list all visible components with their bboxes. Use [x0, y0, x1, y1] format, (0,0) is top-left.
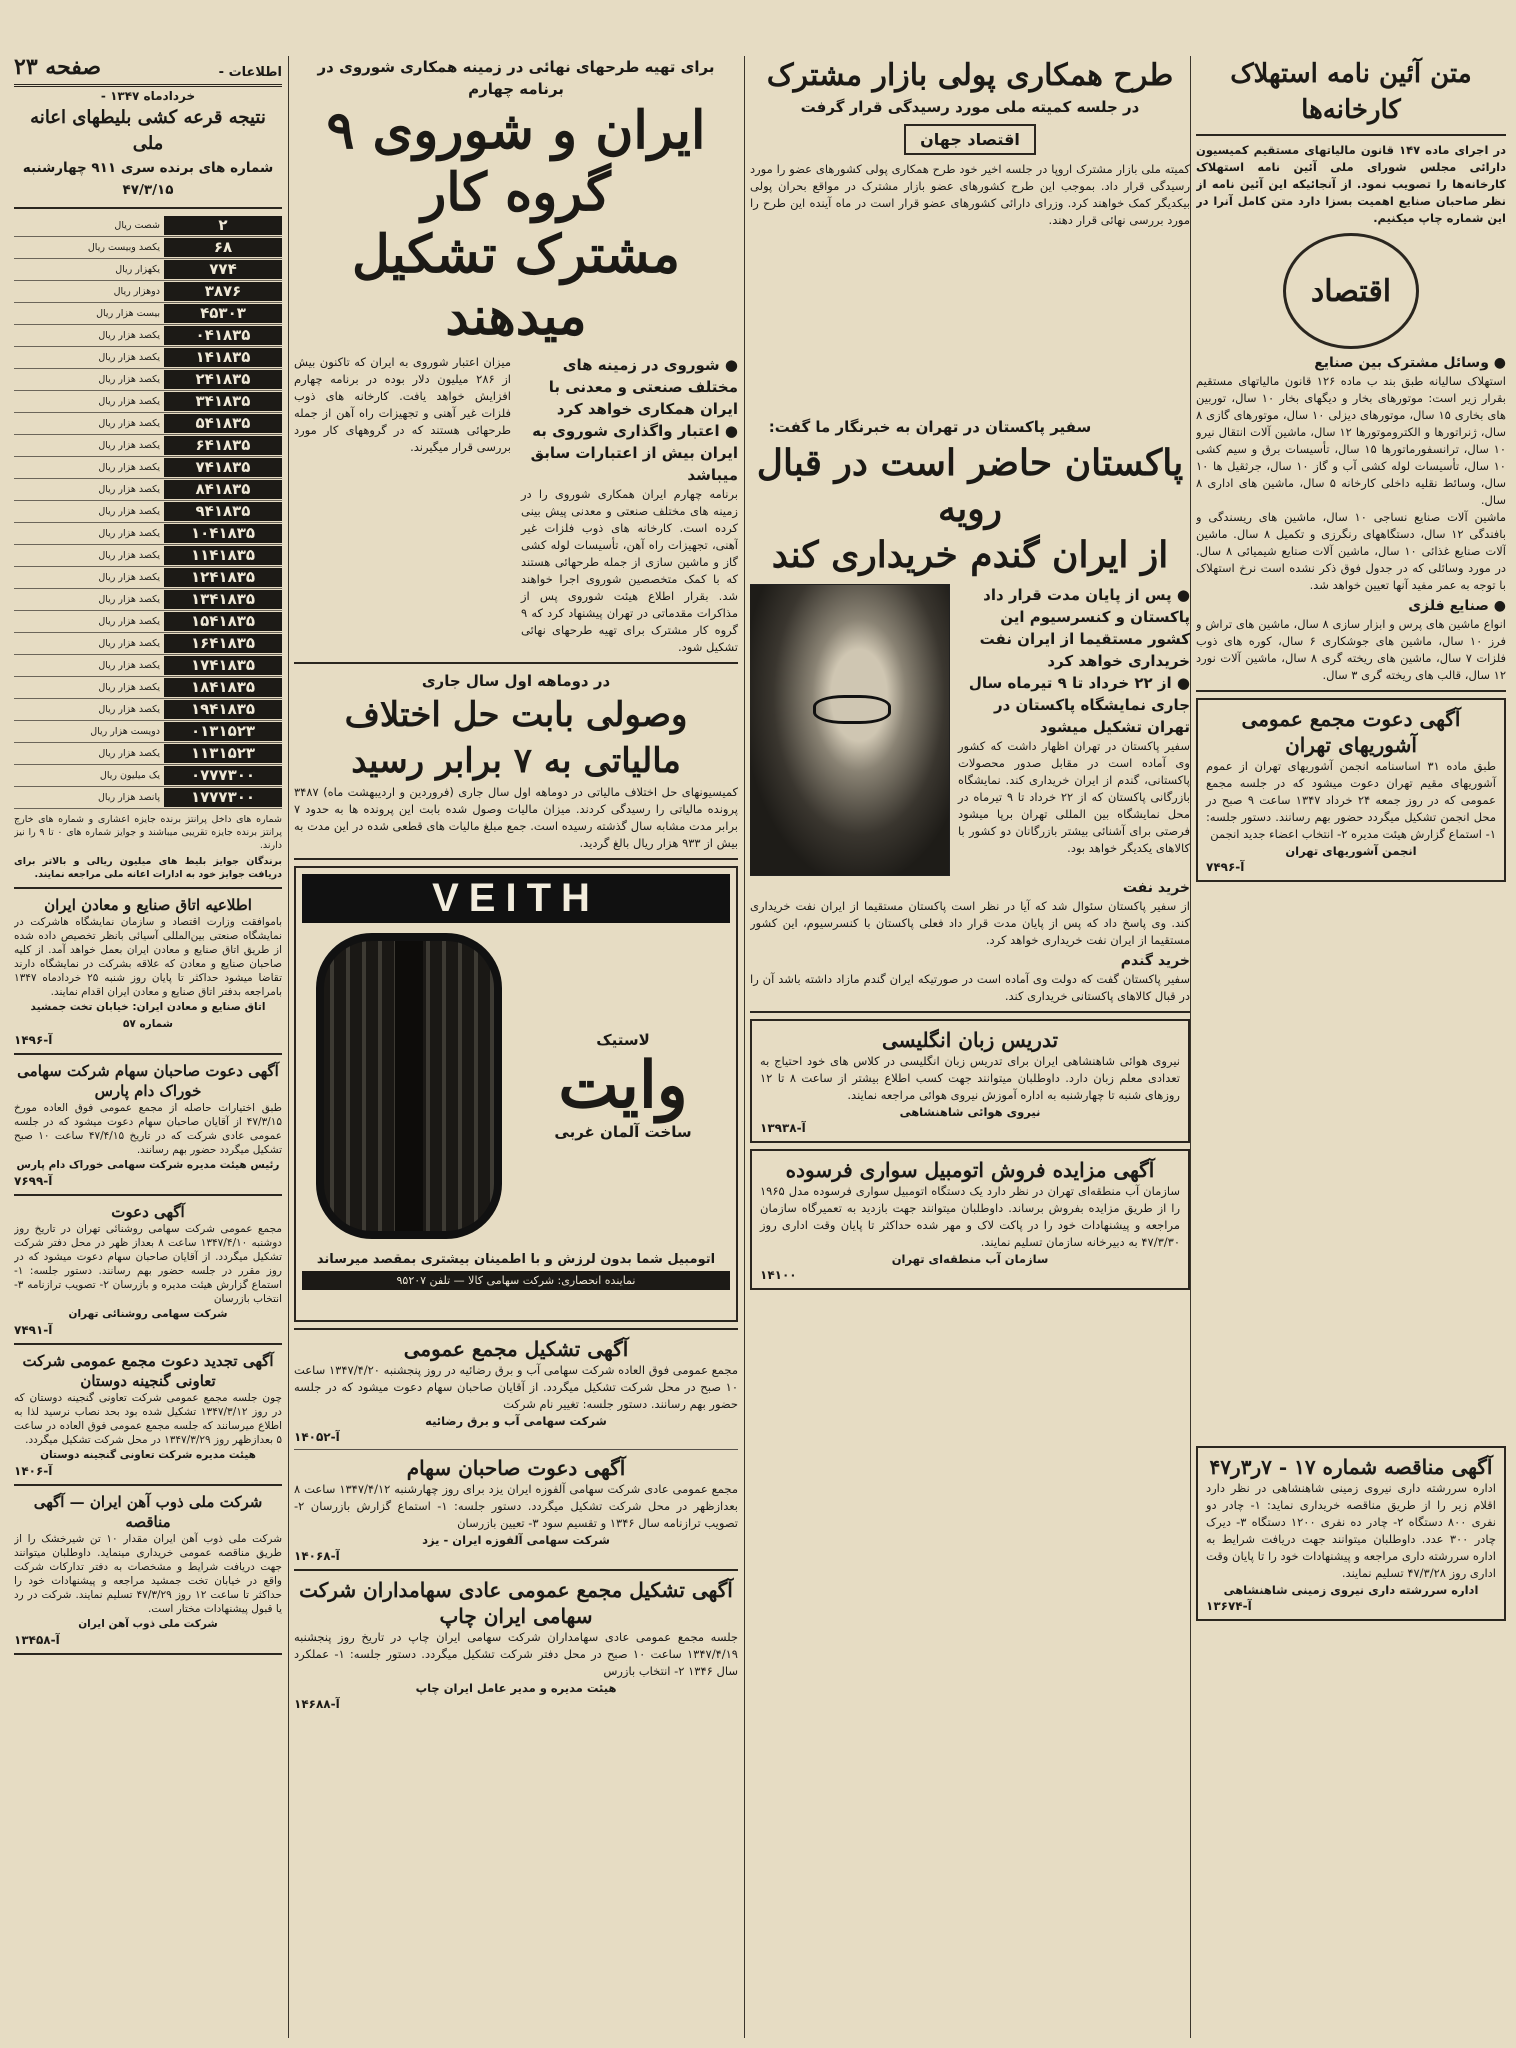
ccm-title: طرح همکاری پولی بازار مشترک: [766, 58, 1174, 93]
pakistan-kicker: سفیر پاکستان در تهران به خبرنگار ما گفت:: [768, 418, 1092, 436]
lottery-number: ۱۶۴۱۸۳۵: [164, 634, 282, 653]
lottery-prize: یکهزار ریال: [115, 264, 160, 275]
pakistan-bullet-1: ● پس از پایان مدت قرار داد پاکستان و کنسرسیوم این کشور مستقیما از ایران نفت خریداری خواهد کرد: [979, 586, 1190, 670]
veith-dealer: نماینده انحصاری: شرکت سهامی کالا — تلفن ۹۵۲۰۷: [302, 1271, 730, 1290]
lottery-prize: یکصد هزار ریال: [98, 528, 160, 539]
lottery-prize: شصت ریال: [114, 220, 160, 231]
lottery-row: [14, 457, 282, 479]
pakistan-story: [750, 440, 1190, 1296]
lottery-row: [14, 259, 282, 281]
notice-body: چون جلسه مجمع عمومی شرکت تعاونی گنجینه دوستان که در روز ۱۳۴۷/۳/۱۲ تشکیل شده بود بحد نصاب نرسید لذا به اطلاع میرسانند که جلسه مجمع عمومی فوق العاده در ساعت ۵ بعدازظهر روز ۱۳۴۷/۳/۲۹ در محل شرکت تشکیل میگردد.: [14, 1392, 282, 1446]
lottery-row: [14, 325, 282, 347]
lottery-prize: دویست هزار ریال: [90, 726, 160, 737]
lottery-prize: یکصد هزار ریال: [98, 484, 160, 495]
lottery-row: [14, 611, 282, 633]
notice-shareholders-title: آگهی دعوت صاحبان سهام: [406, 1456, 626, 1480]
lottery-prize: یکصد هزار ریال: [98, 440, 160, 451]
ad-code: آ-۱۴۶۸۸: [294, 1697, 340, 1711]
notice-footer: رئیس هیئت مدیره شرکت سهامی خوراک دام پارس: [16, 1159, 280, 1171]
pakistan-bullet-2: ● از ۲۲ خرداد تا ۹ تیرماه سال جاری نمایشگاه پاکستان در تهران تشکیل میشود: [968, 674, 1190, 736]
lottery-number: ۱۷۴۱۸۳۵: [164, 656, 282, 675]
eghtesad-logo: [1283, 233, 1419, 349]
center-left-column: [294, 56, 738, 1711]
lottery-title: نتیجه قرعه کشی بلیطهای اعانه ملی: [30, 107, 266, 154]
lottery-number: ۶۸: [164, 238, 282, 257]
lottery-row: [14, 413, 282, 435]
notice-footer: هیئت مدیره شرکت تعاونی گنجینه دوستان: [40, 1449, 256, 1461]
ccm-story: [1196, 1440, 1506, 1627]
notice-general-assembly-body: مجمع عمومی فوق العاده شرکت سهامی آب و برق رضائیه در روز پنجشنبه ۱۳۴۷/۴/۲۰ ساعت ۱۰ صبح در محل شرکت تشکیل میگردد. از آقایان صاحبان سهام دعوت میشود که در جلسه حضور بهم رسانند. دستور جلسه: تغییر نام شرکت: [294, 1363, 738, 1411]
lottery-prize: یکصد هزار ریال: [98, 506, 160, 517]
notice: [14, 1202, 282, 1345]
lottery-prize: پانصد هزار ریال: [98, 792, 160, 803]
lottery-prize: یکصد هزار ریال: [98, 616, 160, 627]
lottery-row: [14, 655, 282, 677]
veith-maker: ساخت آلمان غربی: [554, 1123, 692, 1141]
notice-title: آگهی دعوت صاحبان سهام شرکت سهامی خوراک دام پارس: [17, 1062, 279, 1100]
lottery-prize: یکصد هزار ریال: [98, 682, 160, 693]
lottery-prize: یکصد هزار ریال: [98, 418, 160, 429]
lottery-row: [14, 347, 282, 369]
lottery-prize: یکصد هزار ریال: [98, 330, 160, 341]
lottery-number: ۸۴۱۸۳۵: [164, 480, 282, 499]
lottery-number: ۱۸۴۱۸۳۵: [164, 678, 282, 697]
lottery-row: [14, 523, 282, 545]
lottery-row: [14, 787, 282, 809]
masthead: [14, 54, 282, 87]
lottery-number: ۰۱۳۱۵۲۳: [164, 722, 282, 741]
veith-tire-ad: [294, 866, 738, 1322]
lottery-number: ۰۴۱۸۳۵: [164, 326, 282, 345]
common-equipment-heading: ● وسائل مشترک بین صنایع: [1314, 355, 1506, 371]
metal-industries-heading: ● صنایع فلزی: [1408, 598, 1506, 614]
notice-shareholders-footer: شرکت سهامی آلفوزه ایران - یزد: [422, 1533, 610, 1547]
issue-date: خردادماه ۱۳۴۷ -: [100, 89, 196, 103]
ad-code: آ-۷۴۹۶: [1206, 860, 1245, 874]
lottery-number: ۲۴۱۸۳۵: [164, 370, 282, 389]
lottery-prize: یکصد هزار ریال: [98, 352, 160, 363]
lottery-row: [14, 765, 282, 787]
soviet-bullet-1: ● شوروی در زمینه های مختلف صنعتی و معدنی با ایران همکاری خواهد کرد: [548, 356, 738, 418]
lottery-prize: یک میلیون ریال: [99, 770, 160, 781]
lottery-row: [14, 215, 282, 237]
veith-brand: VEITH: [302, 874, 730, 923]
lottery-row: [14, 281, 282, 303]
lottery-row: [14, 369, 282, 391]
lottery-number: ۲: [164, 216, 282, 235]
notice-footer: شرکت سهامی روشنائی تهران: [68, 1308, 228, 1320]
notice-body: مجمع عمومی شرکت سهامی روشنائی تهران در تاریخ روز دوشنبه ۱۳۴۷/۴/۱۰ ساعت ۸ بعداز ظهر در محل دفتر شرکت تشکیل میگردد. از آقایان صاحبان سهام دعوت میشود که در روز مقرر در جلسه حضور بهم رسانند. دستور جلسه: ۱- استماع گزارش هیئت مدیره و بازرسان ۲- تصویب ترازنامه ۳- انتخاب بازرسان: [14, 1223, 282, 1305]
veith-tagline: لاستیک: [596, 1031, 650, 1049]
ad-code: آ-۱۴۰۶: [14, 1464, 53, 1478]
eghtesad-jahan-logo: اقتصاد جهان: [904, 124, 1036, 155]
veith-slogan: اتومبیل شما بدون لرزش و با اطمینان بیشتری بمقصد میرساند: [316, 1252, 716, 1267]
tender-title: آگهی مناقصه شماره ۱۷ - ۷ر۳ر۴۷: [1209, 1455, 1493, 1479]
lottery-prize: یکصد هزار ریال: [98, 462, 160, 473]
lottery-table: [14, 215, 282, 809]
soviet-headline-1: ایران و شوروی ۹ گروه کار: [326, 100, 706, 223]
lottery-number: ۷۷۴: [164, 260, 282, 279]
soviet-body: برنامه چهارم ایران همکاری شوروی را در زمینه های مختلف صنعتی و معدنی پیش بینی کرده است. کارخانه های ذوب فلزات غیر آهنی، تجهیزات راه آهن، تأسیسات لوله کشی گاز و ماشین سازی از جمله طرحهائی هستند که با کمک متخصصین شوروی اجرا خواهند شد. بقرار اطلاع هیئت شوروی پس از مذاکرات مقدماتی در تهران پیشنهاد کرد که ۹ گروه کار مشترک برای تهیه طرحهای نهائی تشکیل شود.: [521, 487, 738, 654]
tax-kicker: در دوماهه اول سال جاری: [421, 672, 611, 690]
ad-code: آ-۷۶۹۹: [14, 1174, 53, 1188]
lottery-number: ۱۰۴۱۸۳۵: [164, 524, 282, 543]
lottery-prize: یکصد هزار ریال: [98, 594, 160, 605]
lottery-row: [14, 545, 282, 567]
tender-footer: اداره سررشته داری نیروی زمینی شاهنشاهی: [1223, 1583, 1479, 1597]
lottery-number: ۷۴۱۸۳۵: [164, 458, 282, 477]
lottery-number: ۱۵۴۱۸۳۵: [164, 612, 282, 631]
ad-code: آ-۱۳۶۷۴: [1206, 1599, 1252, 1613]
notice-title: شرکت ملی ذوب آهن ایران — آگهی مناقصه: [33, 1493, 263, 1531]
notice: [14, 1492, 282, 1655]
notice-general-assembly-title: آگهی تشکیل مجمع عمومی: [403, 1337, 629, 1361]
lottery-row: [14, 501, 282, 523]
right-column: [1196, 56, 1506, 888]
car-auction-body: سازمان آب منطقه‌ای تهران در نظر دارد یک دستگاه اتومبیل سواری فرسوده مدل ۱۹۶۵ را از طریق مزایده بفروش برساند. داوطلبان میتوانند جهت بازدید به تعمیرگاه سازمان مراجعه و پیشنهادات خود را در پاکت لاک و مهر شده حداکثر تا پایان وقت اداری روز ۴۷/۳/۳۰ به دبیرخانه سازمان تسلیم نمایند.: [760, 1184, 1180, 1249]
lottery-row: [14, 699, 282, 721]
english-teaching-body: نیروی هوائی شاهنشاهی ایران برای تدریس زبان انگلیسی در کلاس های خود احتیاج به تعدادی معلم زبان دارد. داوطلبان میتوانند جهت کسب اطلاع بیشتر از ساعت ۸ تا ۱۲ روزهای شنبه تا چهارشنبه به اداره آموزش نیروی هوائی مراجعه نمایند.: [760, 1054, 1180, 1102]
lottery-row: [14, 237, 282, 259]
lottery-row: [14, 633, 282, 655]
tender-body: اداره سررشته داری نیروی زمینی شاهنشاهی در نظر دارد اقلام زیر را از طریق مناقصه خریداری نماید: ۱- چادر دو نفری ۸۰۰ دستگاه ۲- چادر ده نفری ۱۲۰۰ دستگاه ۳- دیرک چادر ۳۰۰ عدد. داوطلبان میتوانند جهت دریافت شرایط به اداره سررشته داری مراجعه و پیشنهادات خود را تا پایان وقت اداری روز ۴۷/۳/۲۸ تسلیم نمایند.: [1206, 1481, 1496, 1580]
lottery-number: ۹۴۱۸۳۵: [164, 502, 282, 521]
notice-footer: شرکت ملی ذوب آهن ایران: [78, 1618, 218, 1630]
lottery-prize: یکصد هزار ریال: [98, 550, 160, 561]
ad-code: آ-۱۳۴۵۸: [14, 1633, 60, 1647]
lottery-number: ۴۵۳۰۳: [164, 304, 282, 323]
left-notices: [14, 895, 282, 1655]
car-auction-footer: سازمان آب منطقه‌ای تهران: [891, 1252, 1049, 1266]
lottery-row: [14, 677, 282, 699]
lottery-subtitle: شماره های برنده سری ۹۱۱ چهارشنبه ۴۷/۳/۱۵: [22, 160, 274, 198]
soviet-bullet-2: ● اعتبار واگذاری شوروی به ایران بیش از اعتبارات سابق میباشد: [530, 422, 738, 484]
tax-headline: وصولی بابت حل اختلاف مالیاتی به ۷ برابر رسید: [344, 695, 688, 781]
lottery-prize: یکصد هزار ریال: [98, 638, 160, 649]
notice-assyrians-body: طبق ماده ۳۱ اساسنامه انجمن آشوریهای تهران از عموم آشوریهای مقیم تهران دعوت میشود که در جلسه مجمع عمومی که در روز جمعه ۲۴ خرداد ۱۳۴۷ ساعت ۹ صبح در محل انجمن تشکیل میگردد حضور بهم رسانند. دستور جلسه: ۱- استماع گزارش هیئت مدیره ۲- انتخاب اعضاء جدید انجمن: [1206, 759, 1497, 841]
tax-body: کمیسیونهای حل اختلاف مالیاتی در دوماهه اول سال جاری (فروردین و اردیبهشت ماه) ۳۴۸۷ پرونده مالیاتی را رسیدگی کردند. میزان مالیات وصول شده بابت این پرونده ها به حدود ۷ برابر مدت مشابه سال گذشته رسیده است. جمع مبلغ مالیات های قطعی شده در این مدت به بیش از ۹۳۳ هزار ریال بالغ گردید.: [294, 785, 738, 850]
lottery-row: [14, 721, 282, 743]
ad-code: آ-۱۴۰۶۸: [294, 1549, 340, 1563]
page-number: صفحه ۲۳: [14, 54, 102, 80]
lottery-prize: دوهزار ریال: [113, 286, 160, 297]
lottery-number: ۵۴۱۸۳۵: [164, 414, 282, 433]
ccm-subtitle: در جلسه کمیته ملی مورد رسیدگی قرار گرفت: [800, 98, 1140, 116]
notice-iran-chap-body: جلسه مجمع عمومی عادی سهامداران شرکت سهامی ایران چاپ در تاریخ روز پنجشنبه ۱۳۴۷/۴/۱۹ ساعت ۱۰ صبح در محل دفتر شرکت تشکیل میگردد. دستور جلسه: ۱- عملکرد سال ۱۳۴۶ ۲- انتخاب بازرس: [294, 1630, 738, 1678]
ccm-body: کمیته ملی بازار مشترک اروپا در جلسه اخیر خود طرح همکاری پولی کشورهای عضو را مورد رسیدگی قرار داد. بموجب این طرح کشورهای عضو بازار مشترک در مواقع بحران پولی بیکدیگر کمک خواهند کرد. وزرای دارائی کشورهای عضو قرار است در ماه آینده این طرح را مورد بررسی نهائی قرار دهند.: [750, 162, 1190, 227]
lottery-number: ۰۷۷۷۳۰۰: [164, 766, 282, 785]
notice-footer: اتاق صنایع و معادن ایران: خیابان تخت جمشید شماره ۵۷: [30, 1001, 266, 1030]
lottery-row: [14, 479, 282, 501]
lottery-number: ۱۲۴۱۸۳۵: [164, 568, 282, 587]
notice-assyrians-title: آگهی دعوت مجمع عمومی آشوریهای تهران: [1241, 707, 1461, 757]
notice-general-assembly-footer: شرکت سهامی آب و برق رضائیه: [425, 1414, 607, 1428]
depreciation-intro: در اجرای ماده ۱۴۷ قانون مالیاتهای مستقیم کمیسیون دارائی مجلس شورای ملی آئین نامه استهلاک کارخانه‌ها را تصویب نمود. از آنجائیکه این آئین نامه از نظر صاحبان صنایع اهمیت بسزا دارد متن کامل آنرا در این شماره چاپ میکنیم.: [1196, 143, 1506, 225]
car-auction-title: آگهی مزایده فروش اتومبیل سواری فرسوده: [785, 1158, 1155, 1182]
lottery-prize: یکصد هزار ریال: [98, 572, 160, 583]
lottery-number: ۱۳۴۱۸۳۵: [164, 590, 282, 609]
notice-assyrians-footer: انجمن آشوریهای تهران: [1285, 844, 1417, 858]
lottery-row: [14, 435, 282, 457]
english-teaching-footer: نیروی هوائی شاهنشاهی: [899, 1105, 1041, 1119]
common-equipment-body: استهلاک سالیانه طبق بند ب ماده ۱۲۶ قانون مالیاتهای مستقیم بقرار زیر است: موتورهای بخار و دیگهای بخار ۱۰ سال، توربین های بخاری ۱۵ سال، موتورهای دیزلی ۱۰ سال، موتورهای گازی ۸ سال، ژنراتورها و الکتروموتورها ۱۲ سال، ماشین آلات انتقال نیرو ۱۰ سال، ترانسفورماتورها ۱۵ سال، تأسیسات برق و سیم کشی ۱۰ سال، تأسیسات لوله کشی آب و گاز ۱۰ سال، جرثقیل ها ۱۰ سال، وسائط نقلیه داخلی کارخانه ۵ سال، ماشین های اداری ۸ سال.: [1196, 374, 1506, 507]
notice-shareholders-body: مجمع عمومی عادی شرکت سهامی آلفوزه ایران یزد برای روز چهارشنبه ۱۳۴۷/۴/۱۲ ساعت ۸ بعدازظهر در محل شرکت تشکیل میگردد. دستور جلسه: ۱- استماع گزارش بازرسان ۲- تصویب ترازنامه سال ۱۳۴۶ و تقسیم سود ۳- تعیین بازرسان: [294, 1482, 738, 1530]
oil-body: از سفیر پاکستان سئوال شد که آیا در نظر است پاکستان مستقیما از ایران نفت خریداری کند. وی پاسخ داد که پس از پایان مدت قرار داد فعلی پاکستان با کنسرسیوم، این کشور مستقیما از ایران نفت خریداری خواهد کرد.: [750, 899, 1190, 947]
lottery-prize: یکصد هزار ریال: [98, 374, 160, 385]
lottery-prize: یکصد هزار ریال: [98, 396, 160, 407]
lottery-number: ۱۱۴۱۸۳۵: [164, 546, 282, 565]
lottery-prize: یکصد هزار ریال: [98, 660, 160, 671]
pakistan-headline-1: پاکستان حاضر است در قبال رویه: [756, 442, 1184, 530]
oil-subheading: خرید نفت: [1122, 880, 1190, 896]
notice-iran-chap-title: آگهی تشکیل مجمع عمومی عادی سهامداران شرکت سهامی ایران چاپ: [299, 1578, 733, 1628]
wheat-subheading: خرید گندم: [1120, 953, 1190, 969]
soviet-credit: میزان اعتبار شوروی به ایران که تاکنون بیش از ۲۸۶ میلیون دلار بوده در برنامه چهارم افزایش خواهد یافت. کارخانه های ذوب فلزات غیر آهنی و تجهیزات راه آهن از جمله طرحهائی هستند که در گروههای کار مورد بررسی قرار میگیرند.: [294, 355, 512, 454]
pakistan-headline-2: از ایران گندم خریداری کند: [771, 534, 1169, 576]
ad-code: آ-۱۴۹۶: [14, 1033, 53, 1047]
left-column: [14, 54, 282, 1661]
notice-body: باموافقت وزارت اقتصاد و سازمان نمایشگاه هاشرکت در نمایشگاه صنعتی بین‌المللی آسیائی بانظر تخصیص داده شده از طریق اتاق صنایع و معادن ایران بعمل خواهد آمد. از کلیه صاحبان صنایع و معادن که علاقه بشرکت در نمایشگاه دارند تقاضا میشود حداکثر تا پایان روز شنبه ۲۵ خردادماه ۱۳۴۷ بامراجعه بدفتر اتاق صنایع و معادن ایران اقدام نمایند.: [14, 916, 282, 998]
notice-title: آگهی دعوت: [111, 1203, 185, 1221]
ad-code: آ-۷۴۹۱: [14, 1323, 53, 1337]
pakistan-body: سفیر پاکستان در تهران اظهار داشت که کشور وی آماده است در مقابل صدور محصولات پاکستانی، گندم از ایران خریداری کند. نمایشگاه بازرگانی پاکستان که از ۲۲ خرداد تا ۹ تیرماه در محل نمایشگاه بین المللی تهران برپا میشود فرصتی برای آشنائی بیشتر بازرگانان دو کشور با کالاهای یکدیگر خواهد بود.: [958, 739, 1190, 855]
lottery-prize: یکصد هزار ریال: [98, 748, 160, 759]
metal-industries-body: انواع ماشین های پرس و ابزار سازی ۸ سال، ماشین های تراش و فرز ۱۰ سال، ماشین های جوشکاری ۶ سال، کوره های ذوب فلزات ۷ سال، ماشین های ریخته گری ۸ سال، ماشین آلات نورد ۱۲ سال، قالب های ریخته گری ۳ سال.: [1196, 617, 1506, 682]
notice-title: اطلاعیه اتاق صنایع و معادن ایران: [44, 896, 252, 914]
lottery-row: [14, 589, 282, 611]
depreciation-title: متن آئین نامه استهلاک کارخانه‌ها: [1230, 59, 1472, 125]
ambassador-photo: [750, 584, 950, 876]
lottery-footnote-2: برندگان جوایز بلیط های میلیون ریالی و بالاتر برای دریافت جوایز خود به ادارات اعانه ملی مراجعه نمایند.: [14, 856, 282, 880]
notice-body: شرکت ملی ذوب آهن ایران مقدار ۱۰ تن شیرخشک را از طریق مناقصه عمومی خریداری مینماید. داوطلبان میتوانند جهت دریافت شرایط و مشخصات به دفتر تدارکات شرکت واقع در خیابان تخت جمشید مراجعه و پیشنهادات خود را حداکثر تا ساعت ۱۲ روز ۴۷/۳/۲۹ تسلیم نمایند. شرکت در رد یا قبول پیشنهادات مختار است.: [14, 1533, 282, 1615]
notice-title: آگهی تجدید دعوت مجمع عمومی شرکت تعاونی گنجینه دوستان: [22, 1352, 274, 1390]
ad-code: ۱۴۱۰۰: [760, 1268, 797, 1282]
lottery-prize: یکصد وبیست ریال: [87, 242, 160, 253]
depreciation-body-mid: ماشین آلات صنایع نساجی ۱۰ سال، ماشین های ریسندگی و بافندگی ۱۲ سال، دستگاههای رنگرزی و تکمیل ۸ سال. ماشین آلات صنایع غذائی ۱۰ سال، ماشین آلات صنایع شیمیائی ۸ سال. در مورد وسائلی که در جدول فوق ذکر نشده است نرخ استهلاک با توجه به عمر مفید آنها تعیین خواهد شد.: [1196, 510, 1506, 592]
soviet-headline-2: مشترک تشکیل میدهند: [352, 224, 680, 347]
tire-image: [316, 933, 502, 1239]
notice: [14, 895, 282, 1055]
ad-code: آ-۱۴۰۵۲: [294, 1430, 340, 1444]
wheat-body: سفیر پاکستان گفت که دولت وی آماده است در صورتیکه ایران گندم مازاد داشته باشد آن را در قبال کالاهای پاکستانی خریداری کند.: [750, 972, 1190, 1003]
lottery-number: ۱۱۳۱۵۲۳: [164, 744, 282, 763]
lottery-number: ۱۴۱۸۳۵: [164, 348, 282, 367]
lottery-prize: بیست هزار ریال: [96, 308, 160, 319]
notice-body: طبق اختیارات حاصله از مجمع عمومی فوق العاده مورخ ۴۷/۳/۱۵ از آقایان صاحبان سهام دعوت میشود که در جلسه عمومی عادی شرکت که در تاریخ ۴۷/۴/۱۵ ساعت ۱۰ صبح تشکیل میگردد حضور بهم رسانند.: [14, 1102, 282, 1156]
paper-name: اطلاعات -: [218, 65, 282, 80]
notice: [14, 1061, 282, 1196]
lottery-number: ۱۹۴۱۸۳۵: [164, 700, 282, 719]
ad-code: آ-۱۳۹۳۸: [760, 1121, 806, 1135]
lottery-footnote: شماره های داخل پرانتز برنده جایزه اعشاری و شماره های خارج پرانتز برنده جایزه تقریبی میباشند و جوایز شماره های ۰ تا ۹ را نیز دارند.: [14, 814, 282, 851]
common-market-block: [750, 56, 1190, 396]
lottery-number: ۳۴۱۸۳۵: [164, 392, 282, 411]
soviet-kicker: برای تهیه طرحهای نهائی در زمینه همکاری شوروی در برنامه چهارم: [317, 58, 715, 98]
lottery-row: [14, 303, 282, 325]
lottery-prize: یکصد هزار ریال: [98, 704, 160, 715]
lottery-row: [14, 567, 282, 589]
eghtesad-logo-text: اقتصاد: [1310, 273, 1392, 309]
lottery-number: ۱۷۷۷۳۰۰: [164, 788, 282, 807]
lottery-row: [14, 391, 282, 413]
notice: [14, 1351, 282, 1486]
english-teaching-title: تدریس زبان انگلیسی: [881, 1028, 1059, 1052]
veith-product: وایت: [558, 1048, 688, 1123]
lottery-row: [14, 743, 282, 765]
lottery-number: ۶۴۱۸۳۵: [164, 436, 282, 455]
notice-iran-chap-footer: هیئت مدیره و مدیر عامل ایران چاپ: [415, 1681, 617, 1695]
lottery-number: ۳۸۷۶: [164, 282, 282, 301]
